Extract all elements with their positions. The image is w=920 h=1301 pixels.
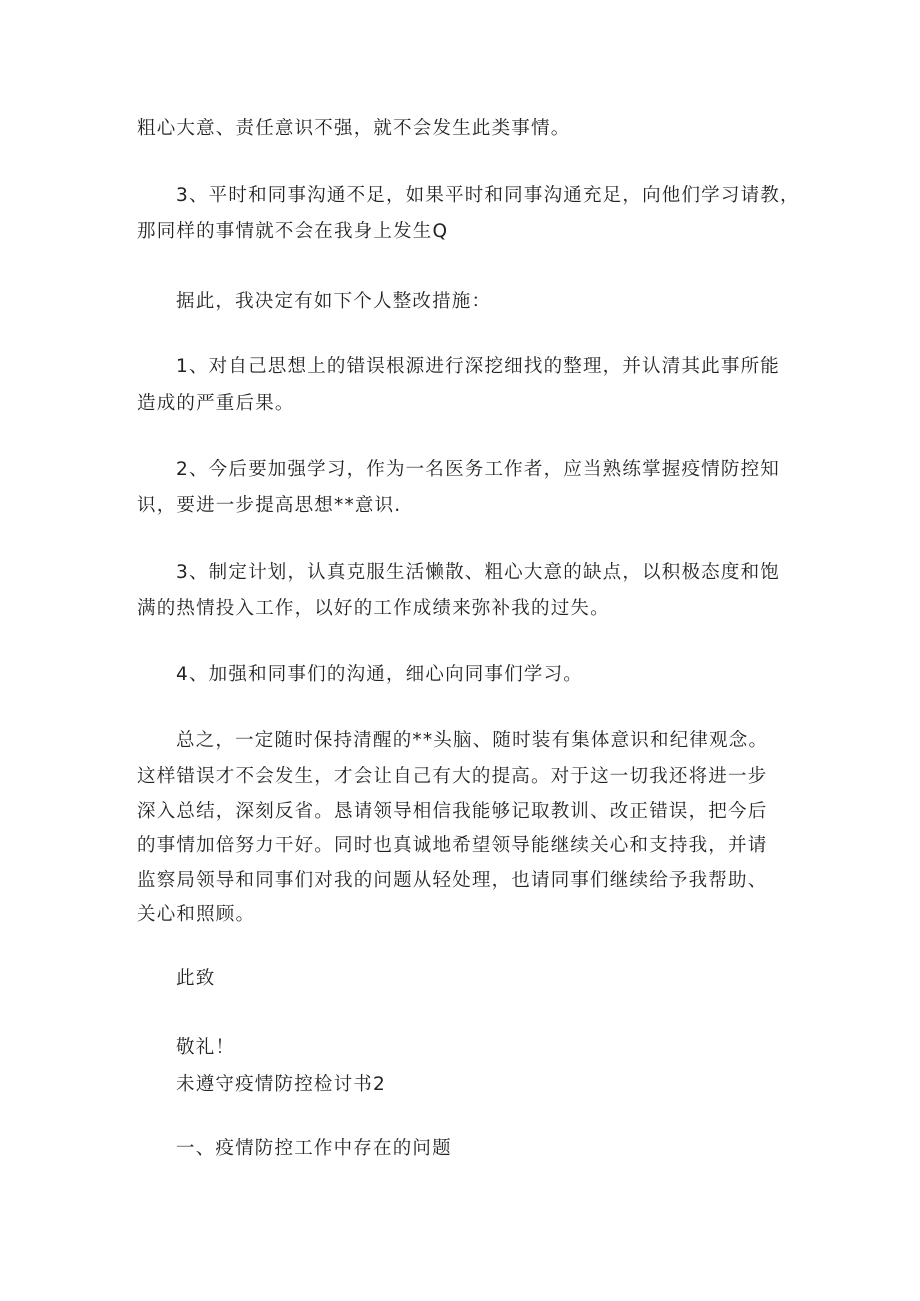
text-line: 监察局领导和同事们对我的问题从轻处理，也请同事们继续给予我帮助、: [137, 870, 768, 891]
text-line: 2、今后要加强学习，作为一名医务工作者，应当熟练掌握疫情防控知: [176, 459, 780, 480]
text-line: 关心和照顾。: [137, 904, 256, 925]
text-line: 粗心大意、责任意识不强，就不会发生此类事情。: [137, 118, 571, 139]
text-line: 深入总结，深刻反省。恳请领导相信我能够记取教训、改正错误，把今后: [137, 801, 768, 822]
text-line: 识，要进一步提高思想**意识.: [137, 495, 402, 516]
text-line: 敬礼！: [176, 1037, 236, 1058]
text-line: 满的热情投入工作，以好的工作成绩来弥补我的过失。: [137, 598, 610, 619]
text-line: 4、加强和同事们的沟通，细心向同事们学习。: [176, 664, 583, 685]
text-line: 3、制定计划，认真克服生活懒散、粗心大意的缺点，以积极态度和饱: [176, 562, 780, 583]
text-line: 3、平时和同事沟通不足，如果平时和同事沟通充足，向他们学习请教，: [176, 185, 800, 206]
text-line: 1、对自己思想上的错误根源进行深挖细找的整理，并认清其此事所能: [176, 356, 780, 377]
text-line: 造成的严重后果。: [137, 393, 295, 414]
text-line: 据此，我决定有如下个人整改措施：: [176, 291, 492, 312]
text-line: 此致: [176, 968, 216, 989]
section-title: 未遵守疫情防控检讨书2: [176, 1074, 386, 1095]
section-heading: 一、疫情防控工作中存在的问题: [176, 1138, 452, 1159]
text-line: 总之，一定随时保持清醒的**头脑、随时装有集体意识和纪律观念。: [176, 730, 769, 751]
text-line: 的事情加倍努力干好。同时也真诚地希望领导能继续关心和支持我，并请: [137, 835, 768, 856]
text-line: 那同样的事情就不会在我身上发生Q: [137, 221, 449, 242]
text-line: 这样错误才不会发生，才会让自己有大的提高。对于这一切我还将进一步: [137, 766, 768, 787]
